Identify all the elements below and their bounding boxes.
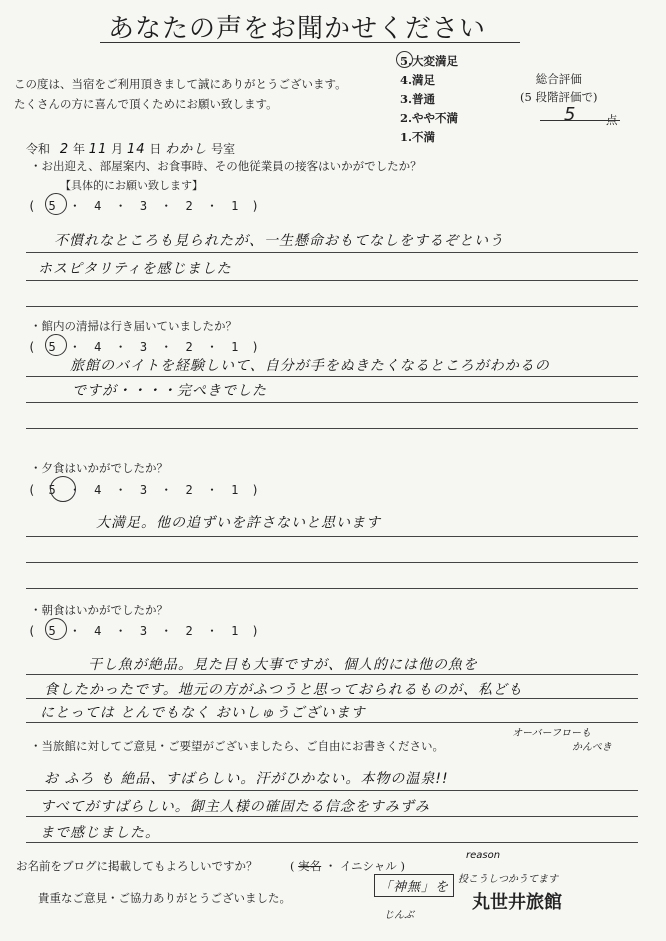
answer-service-line-2: ホスピタリティを感じました bbox=[38, 261, 232, 277]
answer-breakfast-line-1: 干し魚が絶品。見た目も大事ですが、個人的には他の魚を bbox=[88, 657, 478, 673]
answer-cleaning-line-2: ですが・・・・完ぺきでした bbox=[72, 383, 267, 399]
selected-circle-breakfast bbox=[45, 618, 67, 640]
answer-line bbox=[26, 562, 638, 563]
handwritten-reason: reason bbox=[466, 850, 501, 861]
room-unit: 号室 bbox=[211, 142, 236, 156]
stay-info bbox=[26, 138, 235, 157]
overall-unit: 点 bbox=[606, 113, 618, 127]
overall-label: 総合評価 bbox=[535, 72, 582, 86]
answer-service-line-1: 不慣れなところも見られたが、一生懸命おもてなしをするぞという bbox=[54, 233, 504, 249]
intro-line-2: たくさんの方に喜んで頂くためにお願い致します。 bbox=[14, 97, 278, 111]
comment-side-note-2: かんぺき bbox=[572, 742, 612, 753]
ryokan-name: 丸世井旅館 bbox=[472, 892, 562, 913]
answer-line bbox=[26, 790, 638, 791]
initial-option: イニシャル bbox=[339, 859, 397, 873]
month-value: 11 bbox=[88, 142, 108, 157]
title-underline bbox=[100, 42, 520, 43]
era: 令和 bbox=[26, 142, 51, 156]
scale-values: 5 ・ 4 ・ 3 ・ 2 ・ 1 ) bbox=[48, 483, 262, 497]
rating-4: 4.満足 bbox=[400, 73, 436, 87]
option-separator: ・ bbox=[324, 859, 337, 873]
question-service-sub: 【具体的にお願い致します】 bbox=[60, 179, 203, 192]
answer-line bbox=[26, 722, 638, 723]
day-value: 14 bbox=[127, 142, 146, 157]
paren-close: ) bbox=[400, 859, 405, 873]
overall-sub: (5 段階評価で) bbox=[520, 90, 598, 104]
handwritten-note-right: 投こうしつかうてます bbox=[458, 874, 558, 885]
year-value: 2 bbox=[59, 142, 70, 157]
answer-line bbox=[26, 402, 638, 403]
year-unit: 年 bbox=[72, 142, 85, 156]
scale-values: 5 ・ 4 ・ 3 ・ 2 ・ 1 ) bbox=[48, 340, 262, 354]
comment-side-note-1: オーバーフローも bbox=[512, 728, 591, 739]
handwritten-reading: じんぶ bbox=[384, 910, 414, 921]
scale-open: ( bbox=[28, 199, 39, 213]
month-unit: 月 bbox=[111, 142, 124, 156]
rating-5-circle-mark bbox=[396, 51, 413, 68]
blog-consent-options bbox=[290, 858, 405, 874]
rating-3: 3.普通 bbox=[400, 92, 436, 106]
handwritten-pen-name: 「神無」を bbox=[374, 874, 454, 897]
question-breakfast: ・朝食はいかがでしたか？ bbox=[30, 603, 168, 617]
room-value: わかし bbox=[165, 142, 208, 157]
scale-open: ( bbox=[28, 483, 39, 497]
answer-dinner-line-1: 大満足。他の追ずいを許さないと思います bbox=[96, 515, 381, 531]
question-dinner: ・夕食はいかがでしたか？ bbox=[30, 461, 168, 475]
day-unit: 日 bbox=[149, 142, 162, 156]
selected-circle-dinner bbox=[50, 476, 76, 502]
selected-circle-cleaning bbox=[45, 334, 67, 356]
scale-open: ( bbox=[28, 624, 39, 638]
answer-line bbox=[26, 842, 638, 843]
overall-score: 5 bbox=[564, 104, 576, 125]
selected-circle-service bbox=[45, 193, 67, 215]
question-cleaning: ・館内の清掃は行き届いていましたか？ bbox=[30, 319, 237, 333]
answer-line bbox=[26, 306, 638, 307]
answer-line bbox=[26, 280, 638, 281]
answer-line bbox=[26, 536, 638, 537]
form-title: あなたの声をお聞かせください bbox=[108, 14, 487, 44]
scale-open: ( bbox=[28, 340, 39, 354]
answer-comments-line-1: お ふろ も 絶品、すばらしい。汗がひかない。本物の温泉!! bbox=[44, 771, 449, 787]
answer-line bbox=[26, 376, 638, 377]
answer-breakfast-line-3: にとっては とんでもなく おいしゅうございます bbox=[40, 705, 366, 721]
answer-breakfast-line-2: 食したかったです。地元の方がふつうと思っておられるものが、私ども bbox=[44, 682, 523, 698]
answer-line bbox=[26, 698, 638, 699]
answer-cleaning-line-1: 旅館のバイトを経験しいて、自分が手をぬきたくなるところがわかるの bbox=[70, 358, 550, 374]
question-comments: ・当旅館に対してご意見・ご要望がございましたら、ご自由にお書きください。 bbox=[30, 739, 444, 753]
rating-2: 2.やや不満 bbox=[400, 111, 459, 125]
scale-values: 5 ・ 4 ・ 3 ・ 2 ・ 1 ) bbox=[48, 624, 262, 638]
score-underline bbox=[540, 120, 620, 121]
answer-line bbox=[26, 252, 638, 253]
answer-comments-line-2: すべてがすばらしい。御主人様の確固たる信念をすみずみ bbox=[40, 799, 430, 815]
answer-line bbox=[26, 674, 638, 675]
paren-open: ( bbox=[290, 859, 295, 873]
answer-line bbox=[26, 816, 638, 817]
thanks-message: 貴重なご意見・ご協力ありがとうございました。 bbox=[38, 891, 291, 905]
rating-1: 1.不満 bbox=[400, 130, 436, 144]
rating-5: 5.大変満足 bbox=[400, 54, 459, 68]
blog-consent-question: お名前をブログに掲載してもよろしいですか？ bbox=[16, 859, 258, 873]
intro-line-1: この度は、当宿をご利用頂きまして誠にありがとうございます。 bbox=[14, 77, 347, 91]
answer-line bbox=[26, 428, 638, 429]
question-service: ・お出迎え、部屋案内、お食事時、その他従業員の接客はいかがでしたか？ bbox=[30, 159, 422, 173]
real-name-option: 実名 bbox=[298, 859, 322, 873]
answer-comments-line-3: まで感じました。 bbox=[40, 825, 160, 841]
answer-line bbox=[26, 588, 638, 589]
scale-values: 5 ・ 4 ・ 3 ・ 2 ・ 1 ) bbox=[48, 199, 262, 213]
overall-rating bbox=[520, 70, 597, 106]
